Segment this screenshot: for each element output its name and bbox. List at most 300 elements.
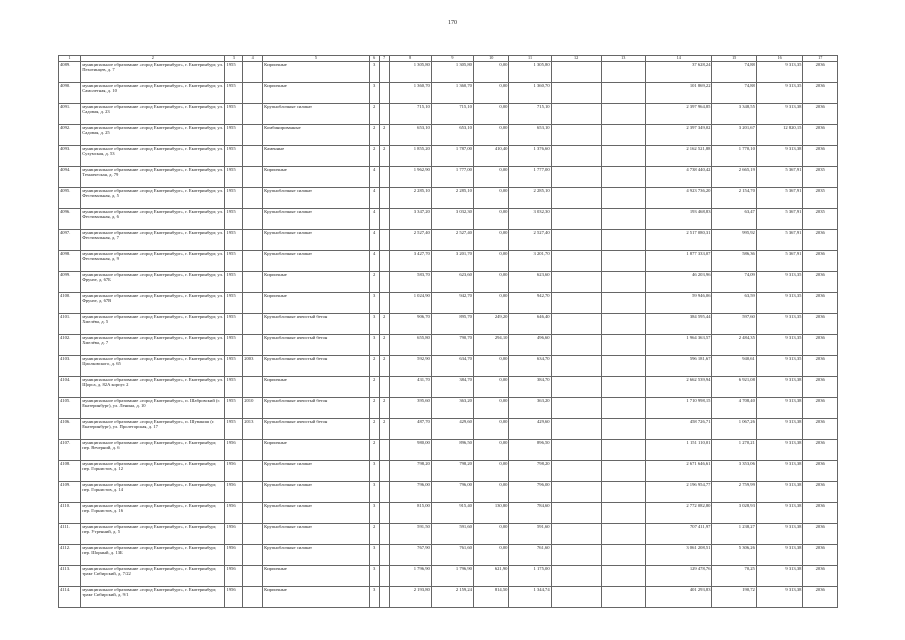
table-cell bbox=[551, 229, 601, 250]
table-cell: 2 662 539,94 bbox=[645, 376, 712, 397]
row-number-cell: 4109. bbox=[59, 481, 81, 502]
table-cell bbox=[551, 460, 601, 481]
table-cell: 401 293,83 bbox=[645, 586, 712, 607]
address-cell: муниципальное образование «город Екатеринбург», г. Екатеринбург, ул. Самолетная, д. 10 bbox=[81, 82, 225, 103]
row-number-cell: 4104. bbox=[59, 376, 81, 397]
table-cell: 0,00 bbox=[473, 418, 509, 439]
table-cell: 646,40 bbox=[509, 313, 551, 334]
table-row bbox=[59, 418, 838, 439]
table-cell: 2 bbox=[369, 271, 379, 292]
table-cell: 0,00 bbox=[473, 82, 509, 103]
column-number-11: 11 bbox=[509, 56, 551, 62]
table-cell bbox=[551, 565, 601, 586]
column-number-3: 3 bbox=[225, 56, 243, 62]
table-cell: 9 313,38 bbox=[756, 565, 803, 586]
table-cell: 395,60 bbox=[389, 397, 431, 418]
table-cell: 3 061 208,51 bbox=[645, 544, 712, 565]
table-cell: 4 923 736,20 bbox=[645, 187, 712, 208]
table-row bbox=[59, 82, 838, 103]
table-cell: 2 154,70 bbox=[712, 187, 756, 208]
table-cell: 190,72 bbox=[712, 586, 756, 607]
table-cell: 0,00 bbox=[473, 208, 509, 229]
table-cell: 2036 bbox=[803, 418, 838, 439]
table-cell bbox=[379, 565, 389, 586]
table-cell: 1955 bbox=[225, 418, 243, 439]
table-cell bbox=[243, 208, 263, 229]
row-number-cell: 4100. bbox=[59, 292, 81, 313]
table-cell: 429,60 bbox=[431, 418, 473, 439]
table-cell bbox=[551, 292, 601, 313]
table-cell: 9 313,35 bbox=[756, 313, 803, 334]
table-cell: 1 877 333,07 bbox=[645, 250, 712, 271]
table-cell: 1955 bbox=[225, 355, 243, 376]
table-cell: 2036 bbox=[803, 397, 838, 418]
table-cell: 9 313,35 bbox=[756, 355, 803, 376]
table-cell bbox=[379, 586, 389, 607]
table-cell: 1955 bbox=[225, 208, 243, 229]
table-cell: 3 028,93 bbox=[712, 502, 756, 523]
table-cell bbox=[551, 271, 601, 292]
table-cell bbox=[243, 103, 263, 124]
table-cell: 9 313,35 bbox=[756, 61, 803, 82]
table-cell: 5 306,26 bbox=[712, 544, 756, 565]
table-cell: 2 bbox=[379, 355, 389, 376]
row-number-cell: 4111. bbox=[59, 523, 81, 544]
row-number-cell: 4092. bbox=[59, 124, 81, 145]
table-cell bbox=[551, 208, 601, 229]
address-cell: муниципальное образование «город Екатеринбург», п. Шувакиш (г. Екатеринбург), ул. Пролетарская, д. 17 bbox=[81, 418, 225, 439]
table-cell: 3 032,30 bbox=[509, 208, 551, 229]
table-cell: 1 305,80 bbox=[431, 61, 473, 82]
table-cell: 9 313,35 bbox=[756, 334, 803, 355]
address-cell: муниципальное образование «город Екатеринбург», г. Екатеринбург, пер. Вечерний, д. 6 bbox=[81, 439, 225, 460]
table-cell: 2 285,10 bbox=[509, 187, 551, 208]
table-cell: 4 bbox=[369, 187, 379, 208]
table-cell: 2 285,10 bbox=[389, 187, 431, 208]
table-cell: 2036 bbox=[803, 502, 838, 523]
table-cell bbox=[379, 439, 389, 460]
table-cell: 2036 bbox=[803, 82, 838, 103]
table-cell: 1 238,27 bbox=[712, 523, 756, 544]
table-cell: 3 bbox=[369, 82, 379, 103]
table-cell: Крупноблочные силикат bbox=[263, 229, 370, 250]
row-number-cell: 4093. bbox=[59, 145, 81, 166]
row-number-cell: 4098. bbox=[59, 250, 81, 271]
table-cell: 5 367,91 bbox=[756, 229, 803, 250]
table-cell: Кирпичные bbox=[263, 82, 370, 103]
table-cell: 3 032,30 bbox=[431, 208, 473, 229]
table-cell: 9 313,38 bbox=[756, 460, 803, 481]
table-cell: 1 305,80 bbox=[509, 61, 551, 82]
table-cell: 63,59 bbox=[712, 292, 756, 313]
table-cell: 1 024,90 bbox=[389, 292, 431, 313]
table-cell: 2013 bbox=[243, 418, 263, 439]
table-cell: Крупноблочные ячеистый бетон bbox=[263, 397, 370, 418]
address-cell: муниципальное образование «город Екатеринбург», г. Екатеринбург, пер. Горнистов, д. 12 bbox=[81, 460, 225, 481]
table-cell: 767,90 bbox=[389, 544, 431, 565]
table-cell bbox=[243, 271, 263, 292]
table-cell: 0,00 bbox=[473, 523, 509, 544]
table-cell: 193 468,83 bbox=[645, 208, 712, 229]
table-cell: 3 353,06 bbox=[712, 460, 756, 481]
table-cell: 1956 bbox=[225, 481, 243, 502]
column-number-2: 2 bbox=[81, 56, 225, 62]
table-cell: 2036 bbox=[803, 271, 838, 292]
column-number-7: 7 bbox=[379, 56, 389, 62]
table-cell bbox=[601, 229, 645, 250]
table-cell: 9 313,38 bbox=[756, 103, 803, 124]
table-cell: Крупноблочные силикат bbox=[263, 481, 370, 502]
table-cell bbox=[601, 481, 645, 502]
row-number-cell: 4090. bbox=[59, 82, 81, 103]
table-cell: 940,61 bbox=[712, 355, 756, 376]
table-cell: 0,00 bbox=[473, 271, 509, 292]
table-row bbox=[59, 565, 838, 586]
table-cell: 0,00 bbox=[473, 376, 509, 397]
table-cell bbox=[551, 166, 601, 187]
table-cell bbox=[551, 250, 601, 271]
table-cell: 4 bbox=[369, 166, 379, 187]
table-row bbox=[59, 61, 838, 82]
address-cell: муниципальное образование «город Екатеринбург», г. Екатеринбург, ул. Пехотинцев, д. 7 bbox=[81, 61, 225, 82]
table-row bbox=[59, 103, 838, 124]
column-number-14: 14 bbox=[645, 56, 712, 62]
table-cell: 1 360,70 bbox=[431, 82, 473, 103]
table-cell: 2 527,40 bbox=[389, 229, 431, 250]
table-cell bbox=[551, 124, 601, 145]
table-cell bbox=[601, 586, 645, 607]
address-cell: муниципальное образование «город Екатеринбург», г. Екатеринбург, ул. Техническая, д. 79 bbox=[81, 166, 225, 187]
table-cell bbox=[379, 502, 389, 523]
table-row bbox=[59, 397, 838, 418]
table-cell: Кирпичные bbox=[263, 292, 370, 313]
table-cell: 2036 bbox=[803, 481, 838, 502]
table-cell: 1 787,00 bbox=[431, 145, 473, 166]
table-cell: 3 bbox=[369, 502, 379, 523]
table-cell bbox=[379, 229, 389, 250]
address-cell: муниципальное образование «город Екатеринбург», г. Екатеринбург, ул. Хмелёва, д. 5 bbox=[81, 313, 225, 334]
table-cell: Крупноблочные силикат bbox=[263, 544, 370, 565]
table-cell: 3 348,55 bbox=[712, 103, 756, 124]
table-cell: 1955 bbox=[225, 145, 243, 166]
table-cell: 4 738 440,42 bbox=[645, 166, 712, 187]
table-cell: 74,09 bbox=[712, 271, 756, 292]
table-cell: 2036 bbox=[803, 313, 838, 334]
table-cell: 1 305,80 bbox=[389, 61, 431, 82]
table-cell: 294,10 bbox=[473, 334, 509, 355]
row-number-cell: 4113. bbox=[59, 565, 81, 586]
table-cell: 2 285,10 bbox=[431, 187, 473, 208]
table-cell: 796,00 bbox=[431, 481, 473, 502]
table-cell: 3 bbox=[369, 334, 379, 355]
table-cell: 2036 bbox=[803, 565, 838, 586]
table-cell: 2 bbox=[379, 334, 389, 355]
table-cell bbox=[243, 145, 263, 166]
table-cell bbox=[243, 439, 263, 460]
table-cell: 129 478,76 bbox=[645, 565, 712, 586]
table-cell: 814,50 bbox=[473, 586, 509, 607]
table-cell: 2 bbox=[369, 397, 379, 418]
table-row bbox=[59, 313, 838, 334]
table-row bbox=[59, 124, 838, 145]
table-cell: 2036 bbox=[803, 61, 838, 82]
table-cell: 583,70 bbox=[389, 271, 431, 292]
table-cell bbox=[379, 61, 389, 82]
table-cell: 1956 bbox=[225, 439, 243, 460]
table-cell: 2 bbox=[369, 124, 379, 145]
table-cell: Каменные bbox=[263, 145, 370, 166]
row-number-cell: 4112. bbox=[59, 544, 81, 565]
table-cell bbox=[601, 397, 645, 418]
table-cell: 0,00 bbox=[473, 460, 509, 481]
table-cell: 2 bbox=[369, 145, 379, 166]
table-row bbox=[59, 187, 838, 208]
table-cell: 1956 bbox=[225, 460, 243, 481]
table-cell bbox=[601, 124, 645, 145]
table-cell bbox=[551, 313, 601, 334]
table-cell: 1 796,90 bbox=[389, 565, 431, 586]
table-cell bbox=[379, 292, 389, 313]
table-cell bbox=[601, 334, 645, 355]
table-row bbox=[59, 376, 838, 397]
address-cell: муниципальное образование «город Екатеринбург», г. Екатеринбург, ул. Циолковского, д. 65 bbox=[81, 355, 225, 376]
address-cell: муниципальное образование «город Екатеринбург», г. Екатеринбург, пер. Утренний, д. 5 bbox=[81, 523, 225, 544]
address-cell: муниципальное образование «город Екатеринбург», п. Шабровский (г. Екатеринбург), ул. Ленина, д. 10 bbox=[81, 397, 225, 418]
table-cell: Крупноблочные силикат bbox=[263, 208, 370, 229]
address-cell: муниципальное образование «город Екатеринбург», г. Екатеринбург, пер. Горнистов, д. 14 bbox=[81, 481, 225, 502]
table-cell: Крупноблочные ячеистый бетон bbox=[263, 418, 370, 439]
table-cell: 790,70 bbox=[431, 334, 473, 355]
table-cell: 3 bbox=[369, 586, 379, 607]
table-cell bbox=[379, 544, 389, 565]
table-cell: 12 820,15 bbox=[756, 124, 803, 145]
table-cell: 2036 bbox=[803, 292, 838, 313]
table-cell bbox=[551, 145, 601, 166]
table-cell: 653,10 bbox=[431, 124, 473, 145]
column-number-16: 16 bbox=[756, 56, 803, 62]
table-cell bbox=[551, 418, 601, 439]
row-number-cell: 4097. bbox=[59, 229, 81, 250]
table-row bbox=[59, 208, 838, 229]
address-cell: муниципальное образование «город Екатеринбург», г. Екатеринбург, тракт Сибирский, д. 9/1 bbox=[81, 586, 225, 607]
table-cell: 46 203,96 bbox=[645, 271, 712, 292]
table-cell: 1955 bbox=[225, 397, 243, 418]
table-cell bbox=[379, 271, 389, 292]
table-cell bbox=[551, 334, 601, 355]
table-row bbox=[59, 586, 838, 607]
table-cell bbox=[601, 502, 645, 523]
table-cell: 249,20 bbox=[473, 313, 509, 334]
table-cell: 9 313,35 bbox=[756, 82, 803, 103]
table-cell: 2036 bbox=[803, 355, 838, 376]
table-cell: 37 628,24 bbox=[645, 61, 712, 82]
address-cell: муниципальное образование «город Екатеринбург», г. Екатеринбург, тракт Сибирский, д. 7/22 bbox=[81, 565, 225, 586]
table-cell bbox=[551, 439, 601, 460]
table-cell: 1956 bbox=[225, 544, 243, 565]
table-cell: 1956 bbox=[225, 586, 243, 607]
table-cell: 798,20 bbox=[431, 460, 473, 481]
table-cell: 1 964 363,57 bbox=[645, 334, 712, 355]
table-cell: 623,60 bbox=[509, 271, 551, 292]
table-cell bbox=[601, 313, 645, 334]
table-cell bbox=[379, 523, 389, 544]
table-cell bbox=[601, 418, 645, 439]
table-cell bbox=[601, 376, 645, 397]
table-cell bbox=[551, 103, 601, 124]
table-cell: 1955 bbox=[225, 166, 243, 187]
table-cell: 0,00 bbox=[473, 544, 509, 565]
table-cell: 2 665,19 bbox=[712, 166, 756, 187]
table-cell: 2035 bbox=[803, 208, 838, 229]
table-cell: 2 397 964,85 bbox=[645, 103, 712, 124]
table-cell: Кирпичные bbox=[263, 586, 370, 607]
column-number-10: 10 bbox=[473, 56, 509, 62]
row-number-cell: 4089. bbox=[59, 61, 81, 82]
table-cell: 9 313,38 bbox=[756, 145, 803, 166]
table-cell bbox=[243, 544, 263, 565]
table-cell: 1 796,90 bbox=[431, 565, 473, 586]
table-cell: 2 759,99 bbox=[712, 481, 756, 502]
table-cell: 70,25 bbox=[712, 565, 756, 586]
table-cell bbox=[601, 250, 645, 271]
table-cell: 1955 bbox=[225, 229, 243, 250]
table-cell bbox=[551, 586, 601, 607]
table-cell bbox=[379, 103, 389, 124]
table-cell: 5 367,91 bbox=[756, 250, 803, 271]
row-number-cell: 4096. bbox=[59, 208, 81, 229]
table-cell: 621,90 bbox=[473, 565, 509, 586]
table-cell: Крупноблочные силикат bbox=[263, 250, 370, 271]
table-cell: Кирпичные bbox=[263, 565, 370, 586]
table-cell: 634,70 bbox=[509, 355, 551, 376]
table-cell: 597,60 bbox=[712, 313, 756, 334]
table-cell bbox=[243, 586, 263, 607]
table-cell bbox=[243, 229, 263, 250]
table-cell bbox=[243, 502, 263, 523]
table-cell: 896,50 bbox=[509, 439, 551, 460]
table-cell bbox=[551, 61, 601, 82]
table-cell: 2 772 082,80 bbox=[645, 502, 712, 523]
table-cell: 2 bbox=[379, 145, 389, 166]
table-cell: 1 151 110,01 bbox=[645, 439, 712, 460]
table-cell: 906,70 bbox=[389, 313, 431, 334]
table-cell: 0,00 bbox=[473, 124, 509, 145]
table-cell: 942,70 bbox=[431, 292, 473, 313]
table-cell: 2 bbox=[369, 355, 379, 376]
table-cell: 9 313,38 bbox=[756, 376, 803, 397]
table-cell bbox=[601, 103, 645, 124]
table-cell bbox=[601, 355, 645, 376]
table-cell: 2 196 954,77 bbox=[645, 481, 712, 502]
table-cell: 3 201,67 bbox=[712, 124, 756, 145]
table-cell: 1 175,00 bbox=[509, 565, 551, 586]
table-cell bbox=[379, 481, 389, 502]
table-cell bbox=[551, 523, 601, 544]
table-cell: 3 bbox=[369, 565, 379, 586]
table-cell: 1 855,20 bbox=[389, 145, 431, 166]
table-cell: 363,20 bbox=[431, 397, 473, 418]
table-cell bbox=[243, 82, 263, 103]
table-cell: 2035 bbox=[803, 166, 838, 187]
table-cell: 3 427,70 bbox=[389, 250, 431, 271]
table-cell: 653,10 bbox=[389, 124, 431, 145]
table-cell: 2 bbox=[379, 313, 389, 334]
table-cell: 1 962,90 bbox=[389, 166, 431, 187]
table-cell: 2 bbox=[379, 124, 389, 145]
table-cell: 715,10 bbox=[431, 103, 473, 124]
table-cell: 1955 bbox=[225, 61, 243, 82]
table-cell: 715,10 bbox=[509, 103, 551, 124]
table-cell: 2 193,80 bbox=[389, 586, 431, 607]
address-cell: муниципальное образование «город Екатеринбург», г. Екатеринбург, ул. Фестивальная, д. 6 bbox=[81, 208, 225, 229]
table-cell: 1 770,10 bbox=[712, 145, 756, 166]
table-cell: 9 313,38 bbox=[756, 523, 803, 544]
table-cell bbox=[601, 82, 645, 103]
table-cell: 3 347,20 bbox=[389, 208, 431, 229]
table-row bbox=[59, 271, 838, 292]
table-cell: 798,20 bbox=[389, 460, 431, 481]
table-row bbox=[59, 292, 838, 313]
table-cell: 0,00 bbox=[473, 397, 509, 418]
table-cell: 9 313,35 bbox=[756, 292, 803, 313]
row-number-cell: 4095. bbox=[59, 187, 81, 208]
table-cell: 2036 bbox=[803, 544, 838, 565]
table-row bbox=[59, 481, 838, 502]
table-cell bbox=[243, 187, 263, 208]
table-cell bbox=[601, 271, 645, 292]
table-cell: 2 162 521,88 bbox=[645, 145, 712, 166]
table-cell: 2 bbox=[379, 397, 389, 418]
table-cell bbox=[243, 124, 263, 145]
table-cell: 1955 bbox=[225, 103, 243, 124]
table-cell: 796,00 bbox=[509, 481, 551, 502]
table-cell: 6 921,08 bbox=[712, 376, 756, 397]
table-cell: 591,60 bbox=[431, 523, 473, 544]
table-cell: 3 bbox=[369, 481, 379, 502]
table-cell: 2036 bbox=[803, 376, 838, 397]
table-cell bbox=[601, 460, 645, 481]
table-cell: 655,80 bbox=[389, 334, 431, 355]
table-cell: 2036 bbox=[803, 124, 838, 145]
table-cell: Крупноблочные силикат bbox=[263, 523, 370, 544]
address-cell: муниципальное образование «город Екатеринбург», г. Екатеринбург, ул. Фестивальная, д. 5 bbox=[81, 187, 225, 208]
table-cell: 2 527,40 bbox=[509, 229, 551, 250]
table-cell: 130,80 bbox=[473, 502, 509, 523]
table-cell bbox=[601, 439, 645, 460]
table-cell: 9 313,35 bbox=[756, 271, 803, 292]
column-number-8: 8 bbox=[389, 56, 431, 62]
table-cell: 3 bbox=[369, 313, 379, 334]
column-number-4: 4 bbox=[243, 56, 263, 62]
table-cell: 9 313,38 bbox=[756, 397, 803, 418]
table-cell: 9 313,38 bbox=[756, 481, 803, 502]
table-cell: 1955 bbox=[225, 124, 243, 145]
table-cell: Крупноблочные силикат bbox=[263, 460, 370, 481]
table-cell: 59 946,06 bbox=[645, 292, 712, 313]
table-cell bbox=[601, 544, 645, 565]
table-cell: 796,00 bbox=[389, 481, 431, 502]
table-cell bbox=[379, 460, 389, 481]
table-cell: Крупноблочные силикат bbox=[263, 502, 370, 523]
table-cell: 1955 bbox=[225, 271, 243, 292]
table-cell: 1956 bbox=[225, 523, 243, 544]
table-cell: 0,00 bbox=[473, 292, 509, 313]
table-cell bbox=[601, 208, 645, 229]
table-cell bbox=[601, 145, 645, 166]
table-cell: 895,70 bbox=[431, 313, 473, 334]
table-cell bbox=[601, 565, 645, 586]
table-cell: 2 bbox=[369, 523, 379, 544]
